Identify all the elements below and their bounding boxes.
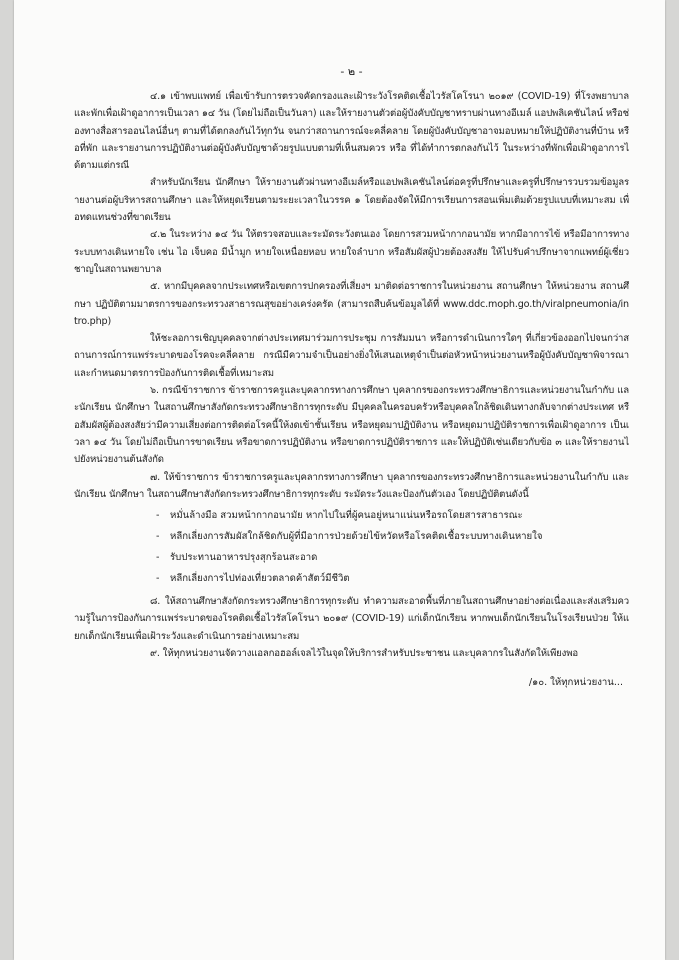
paragraph-postpone-invites: ให้ชะลอการเชิญบุคคลจากต่างประเทศมาร่วมการประชุม การสัมมนา หรือการดำเนินการใดๆ ที่เกี่ยวข้องออกไปจนกว่าสถานการณ์การแพร่ระบาดของโรคจะคลี่คลาย กรณีมีความจำเป็นอย่างยิ่งให้เสนอเหตุจำเป็นต่อหัวหน้าหน่วยงานหรือผู้บังคับบัญชาพิจารณา และกำหนดมาตรการป้องกันการติดเชื้อที่เหมาะสม bbox=[74, 333, 629, 379]
list-item: - หมั่นล้างมือ สวมหน้ากากอนามัย หากไปในที่ผู้คนอยู่หนาแน่นหรือรถโดยสารสาธารณะ bbox=[170, 505, 629, 526]
paragraph-5: ๕. หากมีบุคคลจากประเทศหรือเขตการปกครองที่เสี่ยงฯ มาติดต่อราชการในหน่วยงาน สถานศึกษา ให้หน่วยงาน สถานศึกษา ปฏิบัติตามมาตรการของกระทรวงสาธารณสุขอย่างเคร่งครัด (สามารถสืบค้นข้อมูลได้ที่ www.ddc.moph.go.th/viralpneumonia/intro.php) bbox=[74, 281, 629, 327]
page-number: - ๒ - bbox=[340, 65, 363, 78]
list-item: - หลีกเลี่ยงการสัมผัสใกล้ชิดกับผู้ที่มีอาการป่วยด้วยไข้หวัดหรือโรคติดเชื้อระบบทางเดินหายใจ bbox=[170, 526, 629, 547]
list-item: - รับประทานอาหารปรุงสุกร้อนสะอาด bbox=[170, 547, 629, 568]
document-page bbox=[14, 0, 665, 960]
paragraph-4-2: ๔.๒ ในระหว่าง ๑๔ วัน ให้ตรวจสอบและระมัดระวังตนเอง โดยการสวมหน้ากากอนามัย หากมีอาการไข้ หรือมีอาการทางระบบทางเดินหายใจ เช่น ไอ เจ็บคอ มีน้ำมูก หายใจเหนื่อยหอบ หายใจลำบาก หรือสัมผัสผู้ป่วยต้องสงสัย ให้ไปรับคำปรึกษาจากแพทย์ผู้เชี่ยวชาญในสถานพยาบาล bbox=[74, 229, 629, 275]
continuation-note: /๑๐. ให้ทุกหน่วยงาน... bbox=[528, 677, 623, 689]
paragraph-6: ๖. กรณีข้าราชการ ข้าราชการครูและบุคลากรทางการศึกษา บุคลากรของกระทรวงศึกษาธิการและหน่วยงานในกำกับ และนักเรียน นักศึกษา ในสถานศึกษาสังกัดกระทรวงศึกษาธิการทุกระดับ มีบุคคลในครอบครัวหรือบุคคลใกล้ชิดเดินทางกลับจากต่างประเทศ หรือสัมผัสผู้ต้องสงสัยว่ามีความเสี่ยงต่อการติดต่อโรคนี้ให้งดเข้าชั้นเรียน หรือหยุดมาปฏิบัติงาน หรือหยุดมาปฏิบัติราชการเพื่อเฝ้าดูอาการ เป็นเวลา ๑๔ วัน โดยไม่ถือเป็นการขาดเรียน หรือขาดการปฏิบัติงาน หรือขาดการปฏิบัติราชการ และให้ปฏิบัติเช่นเดียวกับข้อ ๓ และให้รายงานไปยังหน่วยงานต้นสังกัด bbox=[74, 385, 629, 466]
paragraph-students-report: สำหรับนักเรียน นักศึกษา ให้รายงานตัวผ่านทางอีเมล์หรือแอปพลิเคชันไลน์ต่อครูที่ปรึกษาและครูที่ปรึกษารวบรวมข้อมูลรายงานต่อผู้บริหารสถานศึกษา และให้หยุดเรียนตามระยะเวลาในวรรค ๑ โดยต้องจัดให้มีการเรียนการสอนเพิ่มเติมด้วยรูปแบบที่เหมาะสม เพื่อทดแทนช่วงที่ขาดเรียน bbox=[74, 177, 629, 224]
paragraph-8: ๘. ให้สถานศึกษาสังกัดกระทรวงศึกษาธิการทุกระดับ ทำความสะอาดพื้นที่ภายในสถานศึกษาอย่างต่อเนื่องและส่งเสริมความรู้ในการป้องกันการแพร่ระบาดของโรคติดเชื้อไวรัสโคโรนา ๒๐๑๙ (COVID-19) แก่เด็กนักเรียน หากพบเด็กนักเรียนในโรงเรียนป่วย ให้แยกเด็กนักเรียนเพื่อเฝ้าระวังและดำเนินการอย่างเหมาะสม bbox=[74, 596, 629, 642]
paragraph-9: ๙. ให้ทุกหน่วยงานจัดวางแอลกอฮอล์เจลไว้ในจุดให้บริการสำหรับประชาชน และบุคลากรในสังกัดให้เพียงพอ bbox=[150, 648, 578, 660]
paragraph-7: ๗. ให้ข้าราชการ ข้าราชการครูและบุคลากรทางการศึกษา บุคลากรของกระทรวงศึกษาธิการและหน่วยงานในกำกับ และนักเรียน นักศึกษา ในสถานศึกษาสังกัดกระทรวงศึกษาธิการทุกระดับ ระมัดระวังและป้องกันตัวเอง โดยปฏิบัติตนดังนี้ bbox=[74, 471, 629, 500]
list-item: - หลีกเลี่ยงการไปท่องเที่ยวตลาดค้าสัตว์มีชีวิต bbox=[170, 568, 629, 589]
paragraph-4-1: ๔.๑ เข้าพบแพทย์ เพื่อเข้ารับการตรวจคัดกรองและเฝ้าระวังโรคติดเชื้อไวรัสโคโรนา ๒๐๑๙ (COVID-19) ที่โรงพยาบาล และพักเพื่อเฝ้าดูอาการเป็นเวลา ๑๔ วัน (โดยไม่ถือเป็นวันลา) และให้รายงานตัวต่อผู้บังคับบัญชาทราบผ่านทางอีเมล์ แอปพลิเคชันไลน์ หรือช่องทางสื่อสารออนไลน์อื่นๆ ตามที่ได้ตกลงกันไว้ทุกวัน จนกว่าสถานการณ์จะคลี่คลาย โดยผู้บังคับบัญชาอาจมอบหมายให้ปฏิบัติงานที่บ้าน หรือที่พัก และรายงานการปฏิบัติงานต่อผู้บังคับบัญชาด้วยรูปแบบตามที่เห็นสมควร หรือ ที่ได้ทำการตกลงกันไว้ ในระหว่างที่พักเพื่อเฝ้าดูอาการได้ตามแต่กรณี bbox=[74, 91, 629, 172]
document-body bbox=[74, 62, 629, 691]
precaution-list bbox=[74, 505, 629, 589]
